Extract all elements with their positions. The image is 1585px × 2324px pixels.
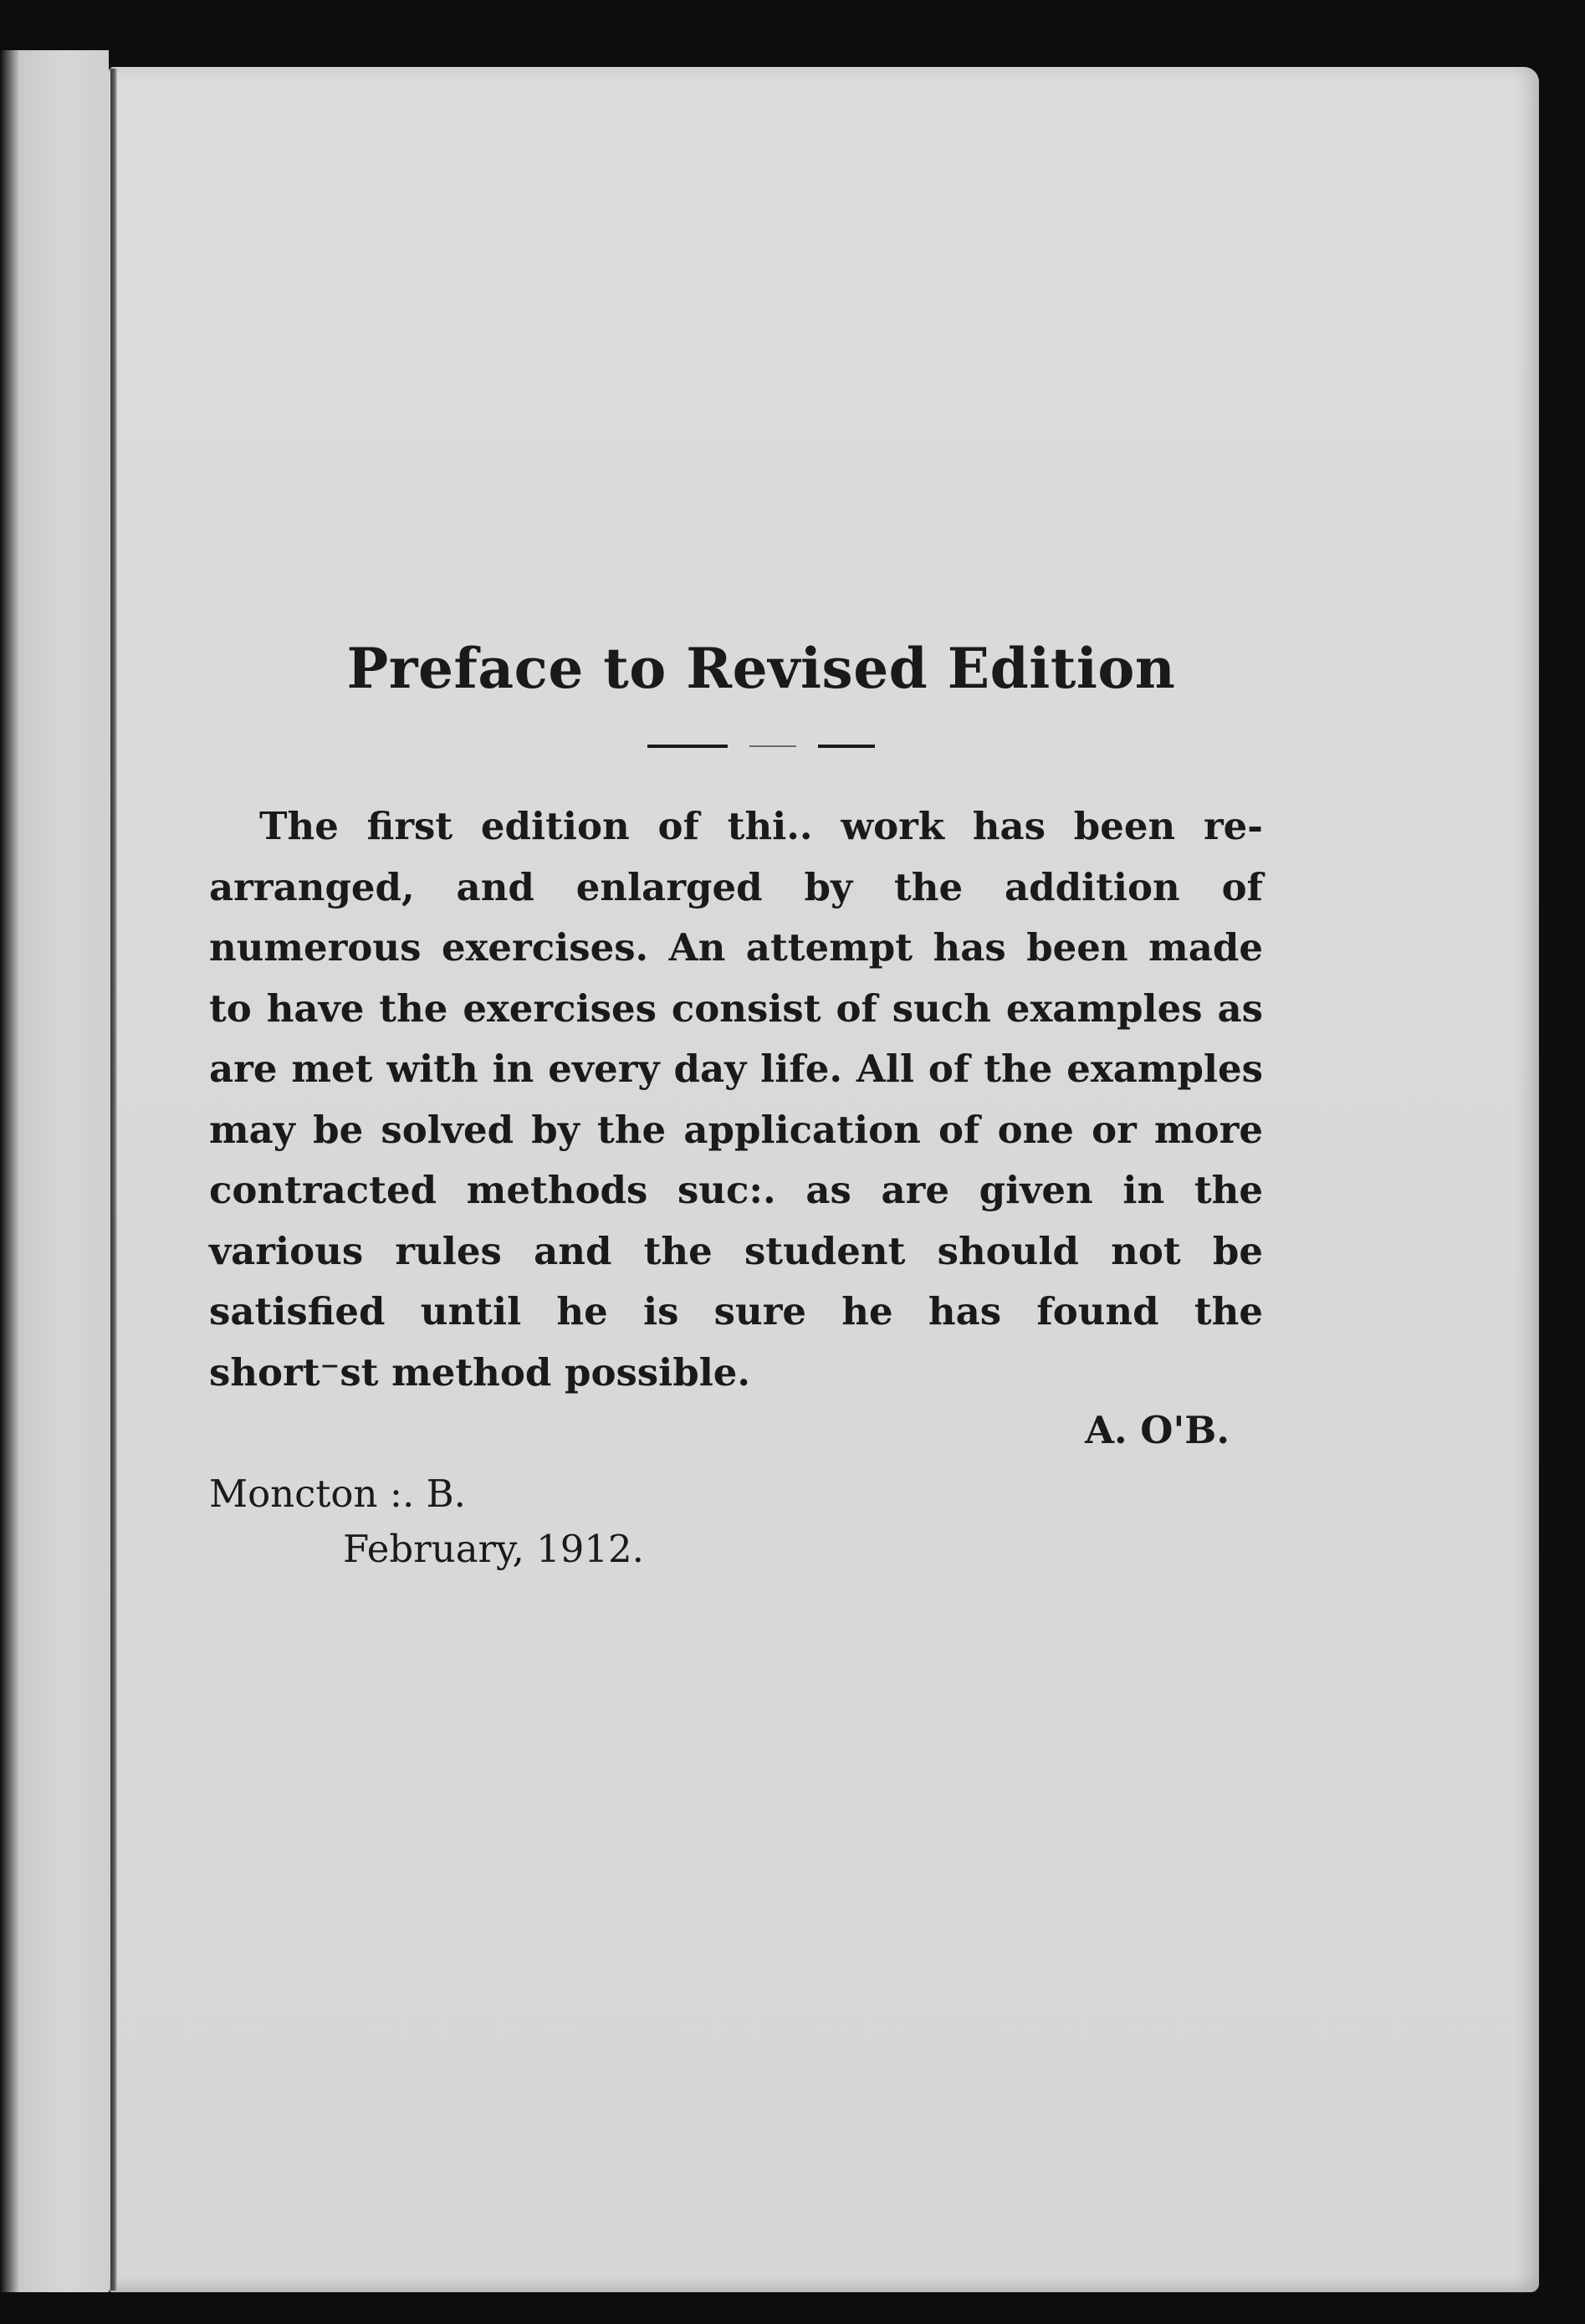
page-title: Preface to Revised Edition	[346, 636, 1176, 701]
date-line: February, 1912.	[343, 1527, 644, 1571]
book-spine	[110, 69, 117, 2291]
preface-section	[209, 636, 1263, 1574]
divider-segment	[647, 745, 728, 748]
divider-segment	[749, 745, 796, 747]
divider-segment	[818, 745, 875, 748]
title-divider	[259, 745, 1263, 748]
facing-page-edge	[0, 50, 109, 2292]
preface-paragraph: The first edition of thi.. work has been re-arranged, and enlarged by the addition of numerous exercises. An attempt has been made to have the exercises consist of such examples as are met with in every day life. All of the examples may be solved by the application of one or more contracted methods suc:. as are given in the various rules and the student should not be satisfied until he is sure he has found the short⁻st method possible.	[209, 804, 1263, 1395]
place-line: Moncton :. B.	[209, 1472, 466, 1516]
author-initials: A. O'B.	[1085, 1408, 1230, 1452]
